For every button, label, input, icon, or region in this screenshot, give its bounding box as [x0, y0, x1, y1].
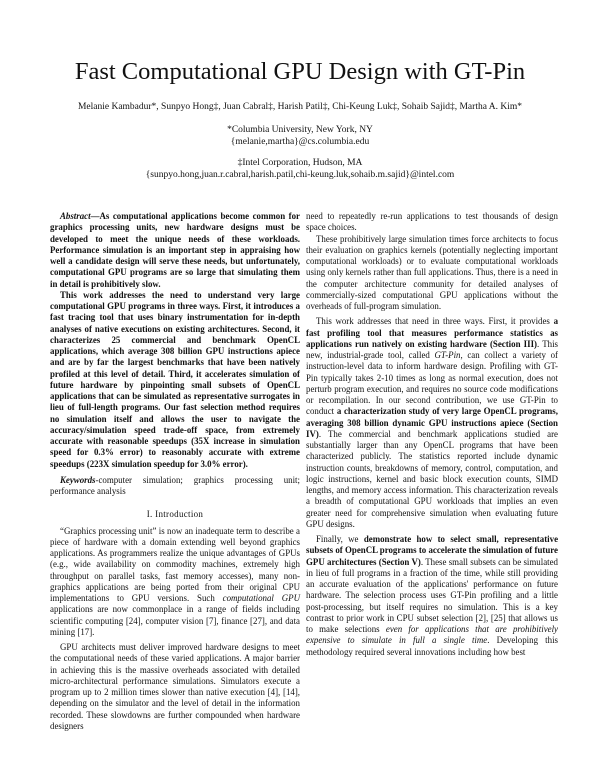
left-column — [50, 211, 300, 732]
affiliation-columbia: *Columbia University, New York, NY — [227, 125, 373, 135]
keywords-label: Keywords — [60, 474, 96, 485]
abstract-label: Abstract — [60, 211, 91, 221]
abstract — [50, 211, 300, 497]
intro-paragraph-3: These prohibitively large simulation times force architects to focus their evaluation on graphics kernels (potentially neglecting important computational workloads) or to evaluate computational workloads using only kernels rather than full applications. Thus, there is a need in the computer architecture community for detailed analyses of commercially-sized computational GPU applications without the overheads of full-program simulation. — [306, 233, 558, 311]
intro-paragraph-2-cont: need to repeatedly re-run applications to test thousands of design space choices. — [306, 211, 558, 233]
intro-paragraph-1: “Graphics processing unit” is now an inadequate term to describe a piece of hardware with a domain extending well beyond graphics applications. As programmers realize the unique advantages of GPUs (e.g., wide availability on commodity machines, extremely high throughput on parallel tasks, fast memory accesses), many non-graphics applications are being ported from their original CPU implementations to GPU versions. Such computational GPU applications are now commonplace in a range of fields including scientific computing [24], computer vision [7], finance [27], and data mining [17]. — [50, 525, 300, 637]
author-list: Melanie Kambadur*, Sunpyo Hong‡, Juan Cabral‡, Harish Patil‡, Chi-Keung Luk‡, Sohaib Sajid‡, Martha A. Kim* — [77, 102, 523, 112]
intro-paragraph-5: Finally, we demonstrate how to select small, representative subsets of OpenCL programs to accelerate the simulation of future GPU architectures (Section V). These small subsets can be simulated in lieu of full programs in a fraction of the time, while still providing an accurate evaluation of the applications' performance on future hardware. The selection process uses GT-Pin profiling and a little post-processing, but itself requires no simulation. This is a key contrast to prior work in CPU subset selection [2], [25] that allows us to make selections even for applications that are prohibitively expensive to simulate in full a single time. Developing this methodology required several innovations including how best — [306, 534, 559, 657]
email-intel: {sunpyo.hong,juan.r.cabral,harish.patil,chi-keung.luk,sohaib.m.sajid}@intel.com — [145, 170, 455, 180]
right-column — [306, 211, 558, 658]
affiliation-intel: ‡Intel Corporation, Hudson, MA — [237, 158, 363, 168]
intro-paragraph-4: This work addresses that need in three ways. First, it provides a fast profiling tool that measures performance statistics as applications run natively on existing hardware (Section III). This new, industrial-grade tool, called GT-Pin, can collect a variety of instruction-level data to inform hardware design. Profiling with GT-Pin typically takes 2-10 times as long as normal execution, does not perturb program execution, and requires no source code modifications or recompilation. In our second contribution, we use GT-Pin to conduct a characterization study of very large OpenCL programs, averaging 308 billion dynamic GPU instructions apiece (Section IV). The commercial and benchmark applications studied are substantially larger than any OpenCL programs that have been characterized publicly. The statistics reported include dynamic instruction counts, breakdowns of memory, control, computation, and logic instructions, kernel and basic block execution counts, SIMD lengths, and memory access information. This characterization reveals a breadth of computational GPU workloads that implies an even greater need for comprehensive simulation when evaluating future GPU designs. — [306, 316, 558, 529]
abstract-paragraph-1: Abstract—As computational applications become common for graphics processing units, new hardware designs must be developed to meet the unique needs of these workloads. Performance simulation is an important step in appraising how well a candidate design will serve these needs, but unfortunately, computational GPU programs are so large that simulating them in detail is prohibitively slow. — [50, 211, 300, 289]
abstract-paragraph-2: This work addresses the need to understand very large computational GPU programs in three ways. First, it introduces a fast tracing tool that uses binary instrumentation for in-depth analyses of native executions on existing architectures. Second, it characterizes 25 commercial and benchmark OpenCL applications, which average 308 billion GPU instructions apiece and are by far the largest benchmarks that have been natively profiled at this level of detail. Third, it accelerates simulation of future hardware by pinpointing small subsets of OpenCL applications that can be simulated as representative surrogates in lieu of full-length programs. Our fast selection method requires no simulation itself and allows the user to navigate the accuracy/simulation speed trade-off space, from extremely accurate with reasonable speedups (35X increase in simulation speed for 0.3% error) to reasonably accurate with extreme speedups (223X simulation speedup for 3.0% error). — [50, 289, 300, 469]
keywords: Keywords-computer simulation; graphics processing unit; performance analysis — [50, 474, 300, 496]
section-heading-introduction: I. Introduction — [146, 509, 204, 520]
paper-title: Fast Computational GPU Design with GT-Pin — [74, 58, 526, 85]
email-columbia: {melanie,martha}@cs.columbia.edu — [230, 137, 370, 147]
intro-paragraph-2: GPU architects must deliver improved hardware designs to meet the computational needs of these varied applications. A major barrier in achieving this is the massive overheads associated with detailed micro-architectural performance simulations. Simulators execute a program up to 2 million times slower than native execution [4], [14], depending on the simulator and the level of detail in the information recorded. These slowdowns are further compounded when hardware designers — [50, 642, 300, 731]
